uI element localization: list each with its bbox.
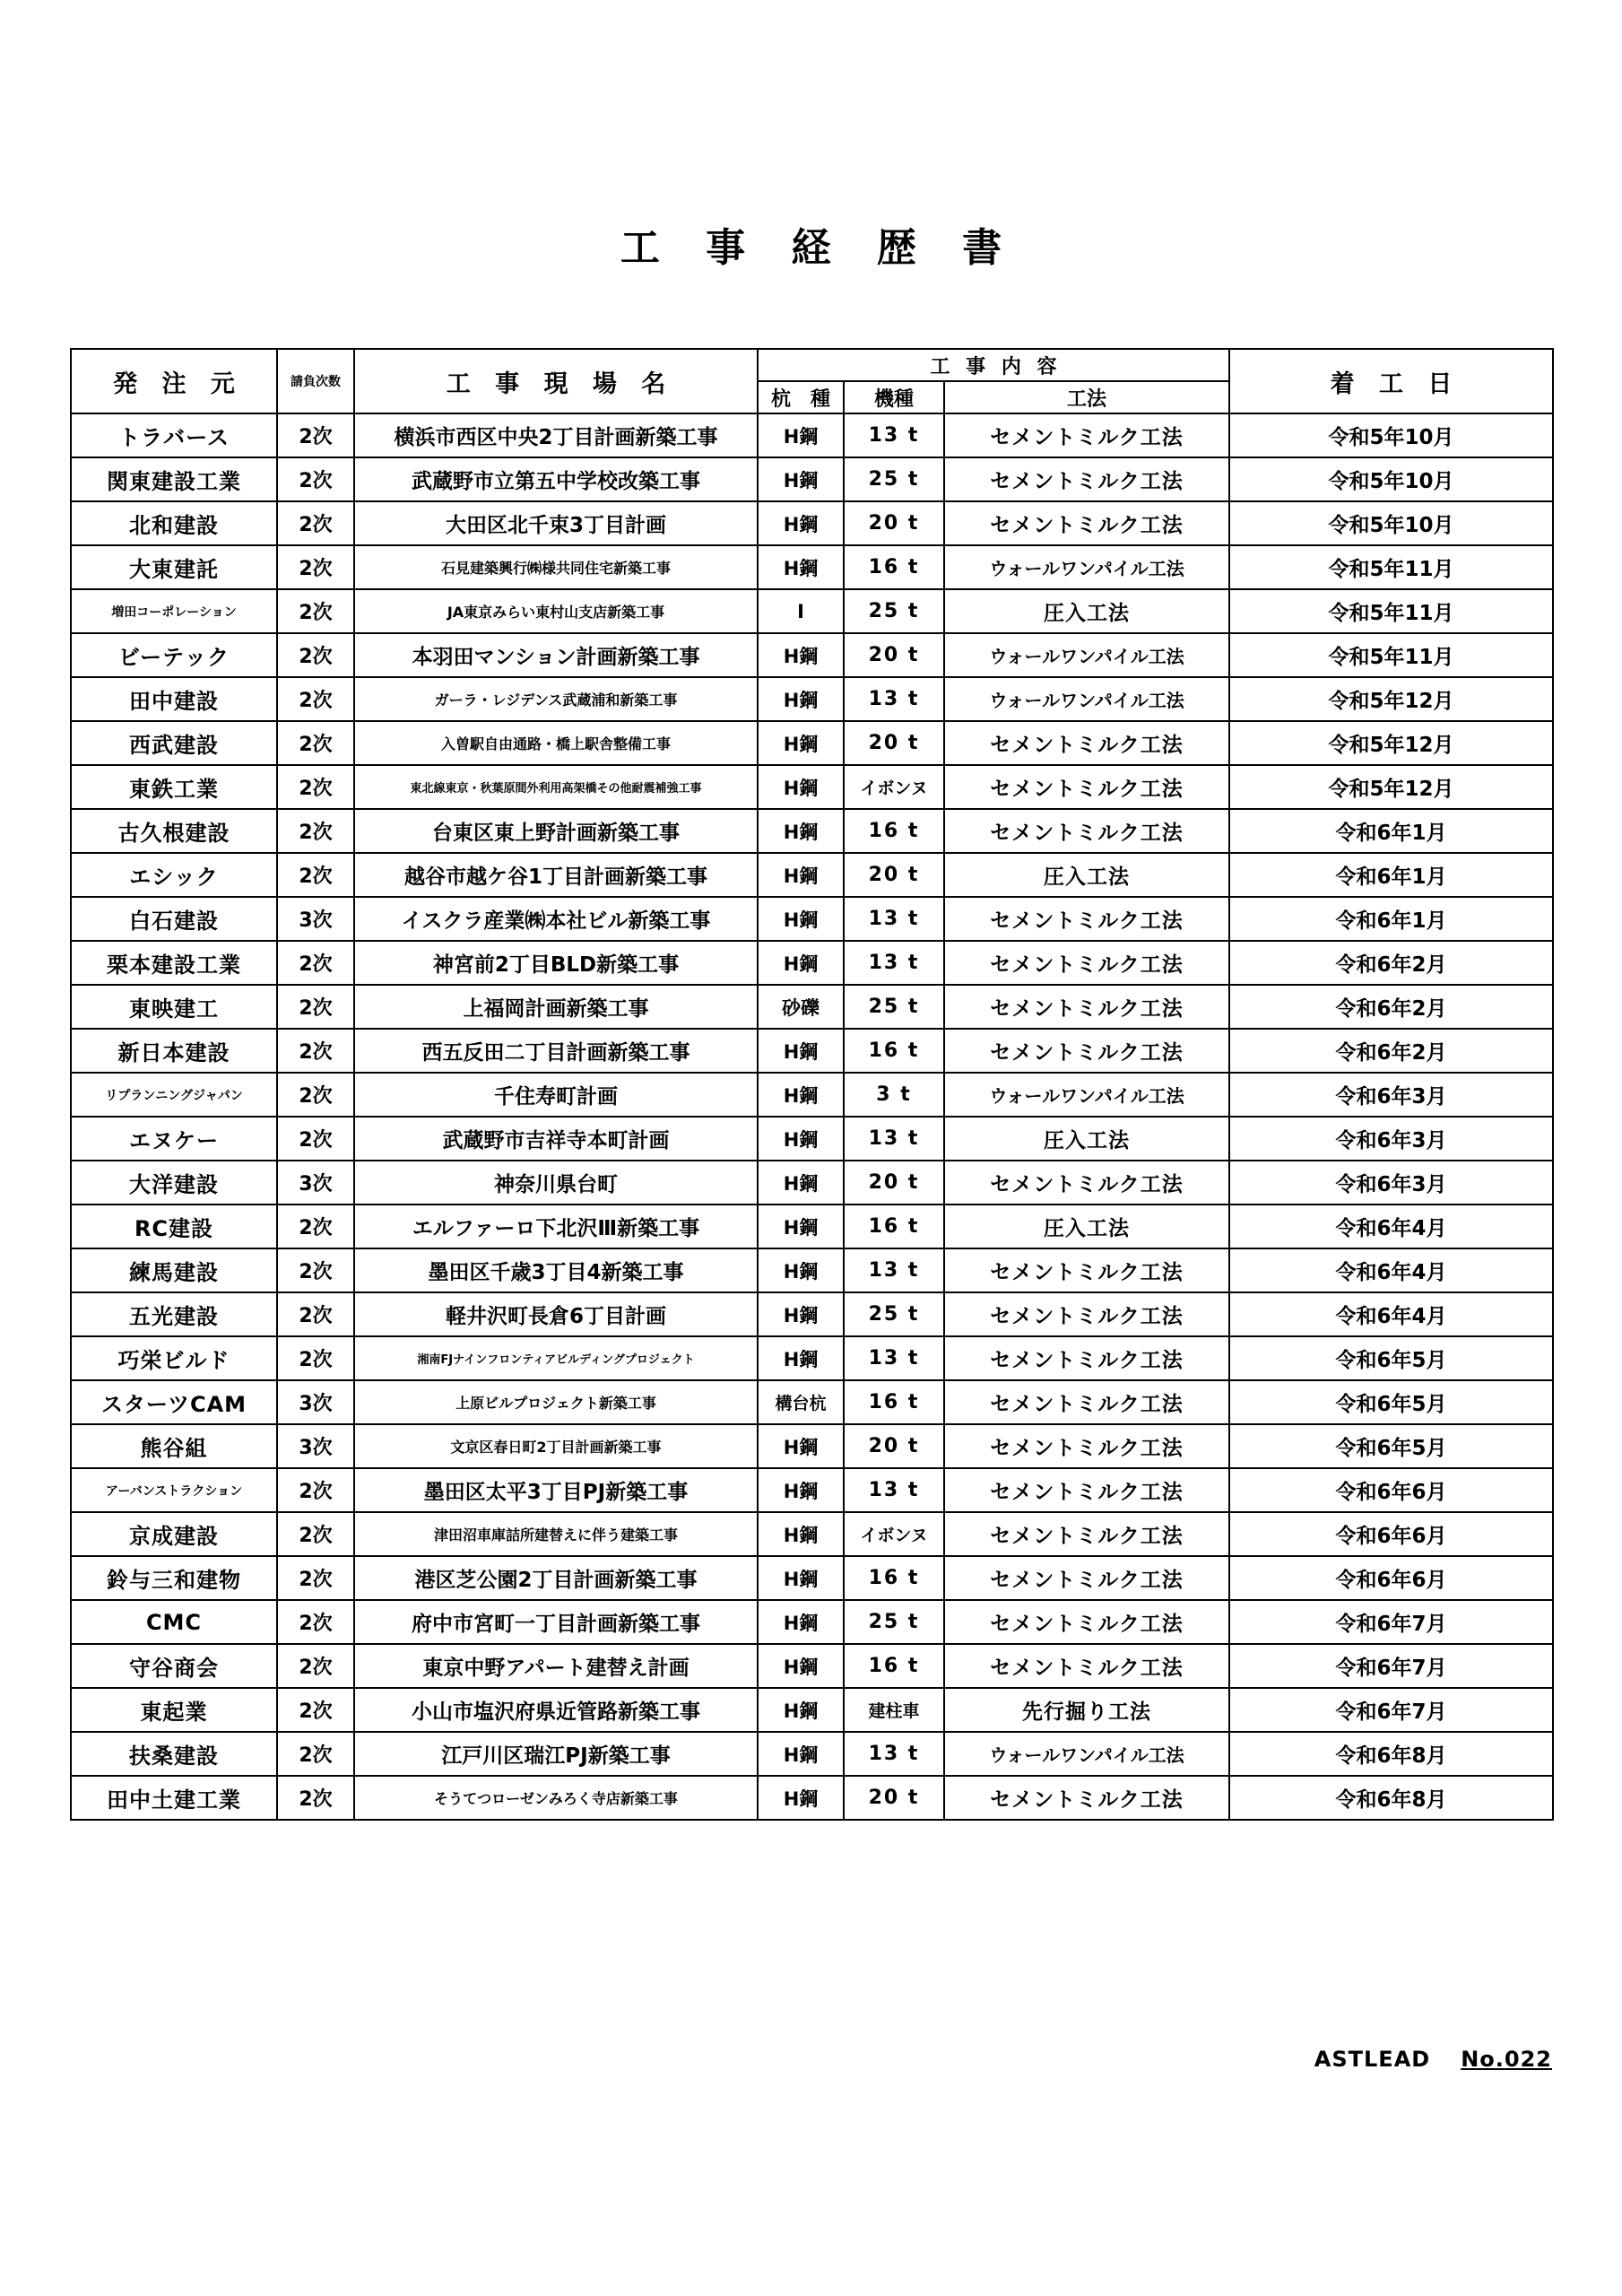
cell-order-tier: 2次 [277, 1336, 354, 1380]
cell-method: セメントミルク工法 [944, 1424, 1229, 1468]
cell-order-tier: 2次 [277, 809, 354, 853]
cell-start-date: 令和6年1月 [1229, 853, 1553, 897]
cell-method: セメントミルク工法 [944, 941, 1229, 985]
cell-pile-type: H鋼 [758, 721, 844, 765]
table-row [71, 1161, 1553, 1205]
cell-order-tier: 2次 [277, 1556, 354, 1600]
cell-pile-type: H鋼 [758, 1248, 844, 1292]
cell-site-name: 本羽田マンション計画新築工事 [354, 633, 758, 677]
cell-site-name: 大田区北千束3丁目計画 [354, 501, 758, 545]
cell-machine: 13 t [844, 1336, 944, 1380]
cell-machine: 13 t [844, 413, 944, 457]
cell-start-date: 令和6年2月 [1229, 941, 1553, 985]
cell-order-tier: 2次 [277, 1600, 354, 1644]
cell-order-tier: 2次 [277, 457, 354, 501]
cell-machine: 3 t [844, 1073, 944, 1117]
cell-start-date: 令和6年5月 [1229, 1336, 1553, 1380]
cell-order-tier: 2次 [277, 1688, 354, 1732]
cell-method: セメントミルク工法 [944, 1468, 1229, 1512]
cell-order-tier: 2次 [277, 413, 354, 457]
header-client: 発 注 元 [71, 349, 277, 413]
cell-order-tier: 2次 [277, 1117, 354, 1161]
cell-machine: 25 t [844, 985, 944, 1029]
cell-client: 練馬建設 [71, 1248, 277, 1292]
cell-start-date: 令和6年1月 [1229, 897, 1553, 941]
cell-order-tier: 2次 [277, 941, 354, 985]
cell-order-tier: 3次 [277, 897, 354, 941]
header-pile-type: 杭 種 [758, 381, 844, 413]
cell-pile-type: H鋼 [758, 1073, 844, 1117]
cell-order-tier: 2次 [277, 677, 354, 721]
table-row [71, 1556, 1553, 1600]
cell-start-date: 令和5年10月 [1229, 413, 1553, 457]
cell-pile-type: H鋼 [758, 1205, 844, 1248]
cell-pile-type: H鋼 [758, 853, 844, 897]
cell-machine: 20 t [844, 633, 944, 677]
table-row [71, 1512, 1553, 1556]
table-row [71, 1292, 1553, 1336]
cell-client: 扶桑建設 [71, 1732, 277, 1776]
cell-pile-type: H鋼 [758, 1117, 844, 1161]
header-machine: 機種 [844, 381, 944, 413]
cell-machine: 20 t [844, 1161, 944, 1205]
cell-machine: 25 t [844, 1600, 944, 1644]
table-row [71, 1248, 1553, 1292]
cell-machine: 20 t [844, 721, 944, 765]
brand-label: ASTLEAD [1314, 2047, 1431, 2072]
table-row [71, 1380, 1553, 1424]
cell-client: 五光建設 [71, 1292, 277, 1336]
cell-pile-type: H鋼 [758, 413, 844, 457]
table-row [71, 721, 1553, 765]
cell-machine: 25 t [844, 457, 944, 501]
cell-method: セメントミルク工法 [944, 1336, 1229, 1380]
cell-start-date: 令和6年7月 [1229, 1644, 1553, 1688]
cell-order-tier: 2次 [277, 1029, 354, 1073]
table-row [71, 413, 1553, 457]
cell-pile-type: H鋼 [758, 1336, 844, 1380]
cell-start-date: 令和6年8月 [1229, 1776, 1553, 1820]
cell-method: ウォールワンパイル工法 [944, 1073, 1229, 1117]
table-row [71, 633, 1553, 677]
cell-site-name: 府中市宮町一丁目計画新築工事 [354, 1600, 758, 1644]
cell-start-date: 令和6年3月 [1229, 1073, 1553, 1117]
cell-site-name: 江戸川区瑞江PJ新築工事 [354, 1732, 758, 1776]
cell-client: CMC [71, 1600, 277, 1644]
cell-start-date: 令和5年12月 [1229, 721, 1553, 765]
cell-pile-type: H鋼 [758, 633, 844, 677]
table-row [71, 1468, 1553, 1512]
cell-method: セメントミルク工法 [944, 457, 1229, 501]
cell-client: 東起業 [71, 1688, 277, 1732]
cell-site-name: 墨田区千歳3丁目4新築工事 [354, 1248, 758, 1292]
cell-pile-type: Ⅰ [758, 589, 844, 633]
table-row [71, 1424, 1553, 1468]
cell-site-name: 文京区春日町2丁目計画新築工事 [354, 1424, 758, 1468]
cell-start-date: 令和6年5月 [1229, 1380, 1553, 1424]
table-row [71, 545, 1553, 589]
cell-machine: 25 t [844, 589, 944, 633]
cell-order-tier: 2次 [277, 1732, 354, 1776]
cell-pile-type: H鋼 [758, 1424, 844, 1468]
cell-site-name: 墨田区太平3丁目PJ新築工事 [354, 1468, 758, 1512]
cell-method: 圧入工法 [944, 1117, 1229, 1161]
table-row [71, 1117, 1553, 1161]
cell-client: 京成建設 [71, 1512, 277, 1556]
cell-start-date: 令和5年12月 [1229, 677, 1553, 721]
cell-order-tier: 2次 [277, 1205, 354, 1248]
table-row [71, 677, 1553, 721]
cell-pile-type: H鋼 [758, 501, 844, 545]
cell-start-date: 令和6年1月 [1229, 809, 1553, 853]
cell-client: アーバンストラクション [71, 1468, 277, 1512]
table-body [71, 413, 1553, 1820]
cell-site-name: 横浜市西区中央2丁目計画新築工事 [354, 413, 758, 457]
cell-method: セメントミルク工法 [944, 897, 1229, 941]
cell-client: 栗本建設工業 [71, 941, 277, 985]
cell-order-tier: 2次 [277, 853, 354, 897]
cell-method: セメントミルク工法 [944, 1600, 1229, 1644]
cell-client: 守谷商会 [71, 1644, 277, 1688]
cell-order-tier: 2次 [277, 1644, 354, 1688]
cell-client: 増田コーポレーション [71, 589, 277, 633]
header-method: 工法 [944, 381, 1229, 413]
cell-pile-type: H鋼 [758, 1776, 844, 1820]
cell-site-name: 東京中野アパート建替え計画 [354, 1644, 758, 1688]
cell-machine: 16 t [844, 545, 944, 589]
cell-pile-type: H鋼 [758, 545, 844, 589]
cell-client: エヌケー [71, 1117, 277, 1161]
cell-method: セメントミルク工法 [944, 1029, 1229, 1073]
page-title: 工 事 経 歴 書 [620, 225, 1019, 271]
table-row [71, 589, 1553, 633]
cell-method: セメントミルク工法 [944, 1512, 1229, 1556]
cell-machine: 13 t [844, 1732, 944, 1776]
table-row [71, 457, 1553, 501]
header-work-content: 工 事 内 容 [758, 349, 1229, 381]
cell-machine: 13 t [844, 677, 944, 721]
cell-method: セメントミルク工法 [944, 1161, 1229, 1205]
cell-machine: 13 t [844, 941, 944, 985]
cell-method: セメントミルク工法 [944, 1380, 1229, 1424]
header-site-name: 工 事 現 場 名 [354, 349, 758, 413]
cell-start-date: 令和6年6月 [1229, 1512, 1553, 1556]
cell-method: ウォールワンパイル工法 [944, 677, 1229, 721]
cell-start-date: 令和6年4月 [1229, 1248, 1553, 1292]
document-footer [0, 2047, 1552, 2072]
cell-order-tier: 2次 [277, 501, 354, 545]
cell-client: 古久根建設 [71, 809, 277, 853]
table-row [71, 1029, 1553, 1073]
cell-client: RC建設 [71, 1205, 277, 1248]
cell-start-date: 令和6年2月 [1229, 1029, 1553, 1073]
cell-pile-type: 構台杭 [758, 1380, 844, 1424]
cell-machine: 16 t [844, 1380, 944, 1424]
cell-site-name: 上原ビルプロジェクト新築工事 [354, 1380, 758, 1424]
cell-order-tier: 2次 [277, 1292, 354, 1336]
cell-pile-type: H鋼 [758, 1732, 844, 1776]
cell-pile-type: H鋼 [758, 1644, 844, 1688]
cell-start-date: 令和5年11月 [1229, 589, 1553, 633]
cell-order-tier: 2次 [277, 721, 354, 765]
cell-start-date: 令和6年8月 [1229, 1732, 1553, 1776]
cell-client: エシック [71, 853, 277, 897]
cell-start-date: 令和6年4月 [1229, 1205, 1553, 1248]
cell-order-tier: 2次 [277, 1512, 354, 1556]
cell-pile-type: H鋼 [758, 941, 844, 985]
cell-method: セメントミルク工法 [944, 1248, 1229, 1292]
cell-machine: 20 t [844, 1424, 944, 1468]
cell-start-date: 令和6年7月 [1229, 1688, 1553, 1732]
cell-site-name: JA東京みらい東村山支店新築工事 [354, 589, 758, 633]
cell-machine: 16 t [844, 1644, 944, 1688]
cell-client: 東映建工 [71, 985, 277, 1029]
cell-client: 熊谷組 [71, 1424, 277, 1468]
cell-site-name: 神宮前2丁目BLD新築工事 [354, 941, 758, 985]
cell-order-tier: 2次 [277, 765, 354, 809]
header-order-tier: 請負次数 [277, 349, 354, 413]
cell-order-tier: 2次 [277, 1248, 354, 1292]
cell-method: ウォールワンパイル工法 [944, 1732, 1229, 1776]
cell-site-name: 東北線東京・秋葉原間外利用高架橋その他耐震補強工事 [354, 765, 758, 809]
cell-start-date: 令和6年4月 [1229, 1292, 1553, 1336]
cell-site-name: 西五反田二丁目計画新築工事 [354, 1029, 758, 1073]
cell-start-date: 令和5年12月 [1229, 765, 1553, 809]
cell-site-name: ガーラ・レジデンス武蔵浦和新築工事 [354, 677, 758, 721]
table-row [71, 1688, 1553, 1732]
cell-client: トラバース [71, 413, 277, 457]
cell-method: セメントミルク工法 [944, 1556, 1229, 1600]
cell-site-name: 軽井沢町長倉6丁目計画 [354, 1292, 758, 1336]
cell-site-name: 小山市塩沢府県近管路新築工事 [354, 1688, 758, 1732]
table-row [71, 765, 1553, 809]
cell-method: セメントミルク工法 [944, 985, 1229, 1029]
cell-start-date: 令和6年3月 [1229, 1161, 1553, 1205]
cell-site-name: そうてつローゼンみろく寺店新築工事 [354, 1776, 758, 1820]
cell-order-tier: 3次 [277, 1161, 354, 1205]
cell-machine: 16 t [844, 1556, 944, 1600]
cell-machine: 16 t [844, 1205, 944, 1248]
cell-pile-type: H鋼 [758, 1688, 844, 1732]
cell-machine: 13 t [844, 897, 944, 941]
document-number: No.022 [1461, 2047, 1552, 2072]
cell-pile-type: H鋼 [758, 1029, 844, 1073]
table-row [71, 1073, 1553, 1117]
table-row [71, 897, 1553, 941]
cell-site-name: 台東区東上野計画新築工事 [354, 809, 758, 853]
cell-site-name: 津田沼車庫詰所建替えに伴う建築工事 [354, 1512, 758, 1556]
cell-site-name: 入曽駅自由通路・橋上駅舎整備工事 [354, 721, 758, 765]
cell-pile-type: H鋼 [758, 897, 844, 941]
cell-method: セメントミルク工法 [944, 1776, 1229, 1820]
table-row [71, 985, 1553, 1029]
cell-site-name: 千住寿町計画 [354, 1073, 758, 1117]
cell-client: リプランニングジャパン [71, 1073, 277, 1117]
cell-site-name: 武蔵野市立第五中学校改築工事 [354, 457, 758, 501]
cell-machine: 建柱車 [844, 1688, 944, 1732]
table-row [71, 1600, 1553, 1644]
cell-client: 新日本建設 [71, 1029, 277, 1073]
cell-start-date: 令和5年10月 [1229, 457, 1553, 501]
cell-client: 田中土建工業 [71, 1776, 277, 1820]
cell-start-date: 令和5年11月 [1229, 545, 1553, 589]
cell-pile-type: H鋼 [758, 809, 844, 853]
cell-pile-type: H鋼 [758, 1556, 844, 1600]
cell-site-name: エルファーロ下北沢Ⅲ新築工事 [354, 1205, 758, 1248]
cell-machine: 20 t [844, 853, 944, 897]
cell-start-date: 令和6年6月 [1229, 1556, 1553, 1600]
table-row [71, 1644, 1553, 1688]
cell-order-tier: 2次 [277, 1468, 354, 1512]
cell-pile-type: 砂礫 [758, 985, 844, 1029]
table-row [71, 1336, 1553, 1380]
cell-site-name: 上福岡計画新築工事 [354, 985, 758, 1029]
cell-order-tier: 2次 [277, 633, 354, 677]
cell-client: 白石建設 [71, 897, 277, 941]
cell-start-date: 令和6年5月 [1229, 1424, 1553, 1468]
cell-machine: イボンヌ [844, 1512, 944, 1556]
cell-site-name: 武蔵野市吉祥寺本町計画 [354, 1117, 758, 1161]
cell-method: 圧入工法 [944, 589, 1229, 633]
cell-machine: 25 t [844, 1292, 944, 1336]
table-header [71, 349, 1553, 413]
cell-client: ビーテック [71, 633, 277, 677]
cell-pile-type: H鋼 [758, 457, 844, 501]
cell-client: 大東建託 [71, 545, 277, 589]
cell-method: セメントミルク工法 [944, 809, 1229, 853]
cell-order-tier: 2次 [277, 1073, 354, 1117]
cell-pile-type: H鋼 [758, 1600, 844, 1644]
cell-pile-type: H鋼 [758, 765, 844, 809]
cell-client: 東鉄工業 [71, 765, 277, 809]
cell-client: 鈴与三和建物 [71, 1556, 277, 1600]
cell-order-tier: 2次 [277, 985, 354, 1029]
cell-start-date: 令和5年10月 [1229, 501, 1553, 545]
cell-machine: 20 t [844, 501, 944, 545]
cell-method: ウォールワンパイル工法 [944, 633, 1229, 677]
cell-method: 圧入工法 [944, 1205, 1229, 1248]
cell-pile-type: H鋼 [758, 1512, 844, 1556]
cell-site-name: 湘南FJナインフロンティアビルディングプロジェクト [354, 1336, 758, 1380]
cell-client: 田中建設 [71, 677, 277, 721]
cell-pile-type: H鋼 [758, 1161, 844, 1205]
construction-history-table [70, 348, 1554, 1821]
cell-machine: 13 t [844, 1117, 944, 1161]
cell-site-name: 港区芝公園2丁目計画新築工事 [354, 1556, 758, 1600]
cell-method: セメントミルク工法 [944, 721, 1229, 765]
cell-client: スターツCAM [71, 1380, 277, 1424]
cell-method: セメントミルク工法 [944, 413, 1229, 457]
cell-pile-type: H鋼 [758, 1292, 844, 1336]
cell-start-date: 令和6年3月 [1229, 1117, 1553, 1161]
cell-method: 先行掘り工法 [944, 1688, 1229, 1732]
cell-order-tier: 2次 [277, 545, 354, 589]
header-start-date: 着 工 日 [1229, 349, 1553, 413]
cell-machine: 16 t [844, 1029, 944, 1073]
cell-client: 西武建設 [71, 721, 277, 765]
cell-pile-type: H鋼 [758, 1468, 844, 1512]
cell-machine: 13 t [844, 1468, 944, 1512]
cell-site-name: 越谷市越ケ谷1丁目計画新築工事 [354, 853, 758, 897]
cell-method: セメントミルク工法 [944, 1292, 1229, 1336]
cell-site-name: イスクラ産業㈱本社ビル新築工事 [354, 897, 758, 941]
cell-machine: 20 t [844, 1776, 944, 1820]
cell-method: セメントミルク工法 [944, 1644, 1229, 1688]
cell-method: セメントミルク工法 [944, 501, 1229, 545]
cell-client: 関東建設工業 [71, 457, 277, 501]
table-row [71, 853, 1553, 897]
cell-order-tier: 3次 [277, 1424, 354, 1468]
cell-machine: 16 t [844, 809, 944, 853]
cell-method: ウォールワンパイル工法 [944, 545, 1229, 589]
cell-method: 圧入工法 [944, 853, 1229, 897]
cell-order-tier: 2次 [277, 1776, 354, 1820]
cell-start-date: 令和6年6月 [1229, 1468, 1553, 1512]
cell-start-date: 令和5年11月 [1229, 633, 1553, 677]
cell-client: 北和建設 [71, 501, 277, 545]
cell-machine: イボンヌ [844, 765, 944, 809]
cell-start-date: 令和6年2月 [1229, 985, 1553, 1029]
table-row [71, 1205, 1553, 1248]
cell-machine: 13 t [844, 1248, 944, 1292]
cell-start-date: 令和6年7月 [1229, 1600, 1553, 1644]
cell-client: 巧栄ビルド [71, 1336, 277, 1380]
cell-client: 大洋建設 [71, 1161, 277, 1205]
cell-site-name: 石見建築興行㈱様共同住宅新築工事 [354, 545, 758, 589]
cell-pile-type: H鋼 [758, 677, 844, 721]
table-row [71, 809, 1553, 853]
cell-site-name: 神奈川県台町 [354, 1161, 758, 1205]
table-row [71, 501, 1553, 545]
table-row [71, 941, 1553, 985]
table-row [71, 1776, 1553, 1820]
table-row [71, 1732, 1553, 1776]
cell-order-tier: 2次 [277, 589, 354, 633]
cell-method: セメントミルク工法 [944, 765, 1229, 809]
cell-order-tier: 3次 [277, 1380, 354, 1424]
